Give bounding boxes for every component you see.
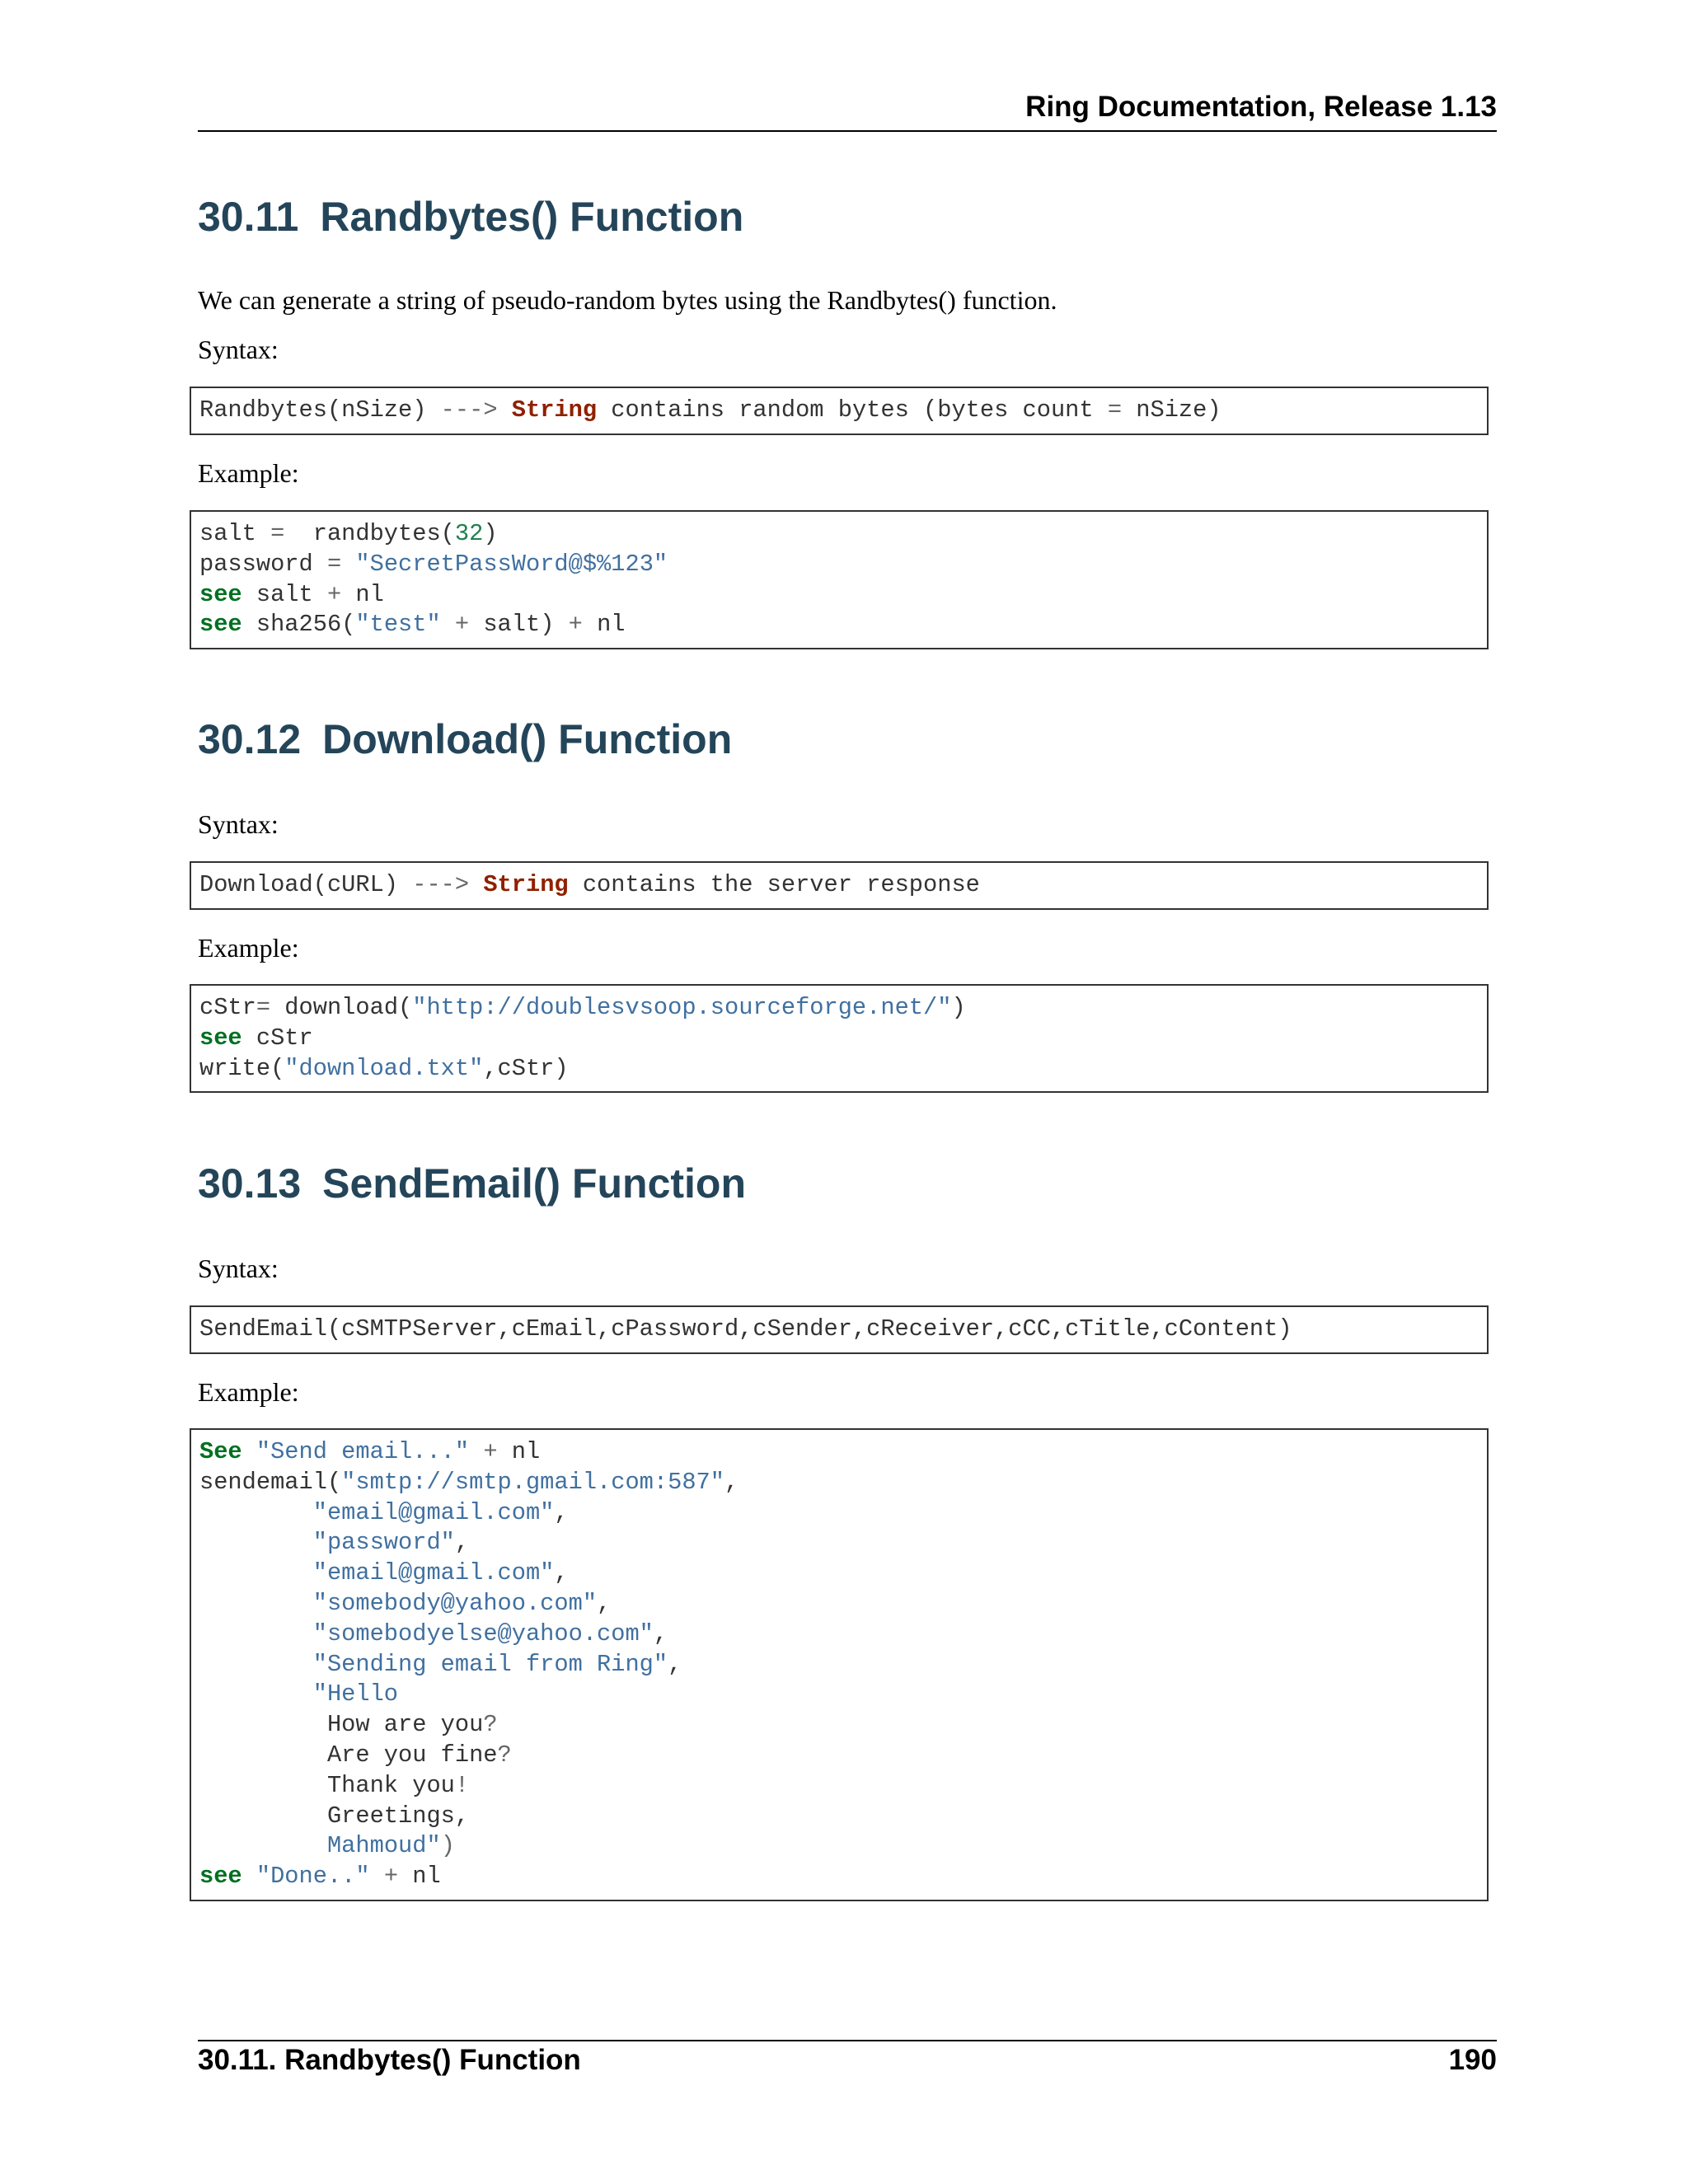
code-line <box>199 550 1479 580</box>
code-token <box>199 1620 313 1647</box>
string-token: "somebody@yahoo.com" <box>312 1589 598 1617</box>
code-token: randbytes( <box>284 520 455 547</box>
string-token: "email@gmail.com" <box>312 1559 555 1587</box>
number-token: 32 <box>454 520 484 547</box>
code-token <box>199 1832 327 1859</box>
section-title: Download() Function <box>322 716 733 762</box>
syntax-code-block <box>190 387 1489 435</box>
operator-token: = <box>1107 396 1123 424</box>
code-token: Are you fine <box>199 1741 498 1769</box>
code-token <box>199 1680 313 1708</box>
code-token: nl <box>497 1438 541 1465</box>
code-token: sendemail( <box>199 1468 342 1496</box>
code-token: , <box>724 1468 739 1496</box>
intro-paragraph: We can generate a string of pseudo-random bytes using the Randbytes() function. <box>198 285 1057 315</box>
section-heading-randbytes <box>198 193 743 241</box>
code-token: cStr <box>241 1024 313 1052</box>
code-line <box>199 1024 1479 1054</box>
section-number: 30.12 <box>198 716 302 762</box>
example-label: Example: <box>198 458 299 488</box>
page-number: 190 <box>1448 2044 1497 2076</box>
section-number: 30.11 <box>198 194 299 240</box>
syntax-label: Syntax: <box>198 1254 279 1283</box>
footer-section-title: 30.11. Randbytes() Function <box>198 2044 581 2076</box>
string-token: "Hello <box>312 1680 399 1708</box>
code-token <box>498 396 512 424</box>
example-label: Example: <box>198 1377 299 1407</box>
string-token: "download.txt" <box>284 1054 484 1082</box>
code-line <box>199 610 1479 640</box>
keyword-token: see <box>199 1863 242 1891</box>
code-token <box>469 1438 483 1465</box>
code-line <box>199 1528 1479 1558</box>
code-token: How are you <box>199 1711 484 1739</box>
type-token: String <box>483 871 569 898</box>
code-line <box>199 1862 1479 1892</box>
operator-token: + <box>326 580 342 608</box>
code-line <box>199 1498 1479 1529</box>
string-token: "Sending email from Ring" <box>312 1650 668 1678</box>
code-line <box>199 993 1479 1024</box>
example-code-block <box>190 510 1489 649</box>
operator-token: + <box>568 611 583 639</box>
code-line <box>199 1589 1479 1619</box>
code-line <box>199 1468 1479 1498</box>
code-token: sha256( <box>241 611 356 639</box>
code-token: salt) <box>469 611 569 639</box>
code-token: Greetings, <box>199 1802 470 1830</box>
code-token: nl <box>341 580 384 608</box>
section-number: 30.13 <box>198 1160 302 1207</box>
operator-token: ! <box>454 1771 470 1799</box>
string-token: "test" <box>355 611 441 639</box>
code-token <box>199 1499 313 1526</box>
type-token: String <box>511 396 598 424</box>
code-line <box>199 396 1479 426</box>
code-token: , <box>454 1529 470 1557</box>
example-code-block <box>190 984 1489 1093</box>
code-line <box>199 580 1479 611</box>
operator-token: = <box>270 520 285 547</box>
code-line <box>199 1650 1479 1680</box>
code-line <box>199 1831 1479 1862</box>
operator-token: + <box>383 1863 399 1891</box>
operator-token: ? <box>497 1741 512 1769</box>
code-token: , <box>653 1619 668 1647</box>
running-header: Ring Documentation, Release 1.13 <box>1025 91 1497 123</box>
code-token: ) <box>483 520 498 547</box>
operator-token: ? <box>483 1711 498 1739</box>
keyword-token: see <box>199 611 242 639</box>
syntax-code-block <box>190 861 1489 910</box>
syntax-code-block <box>190 1305 1489 1354</box>
code-token: SendEmail(cSMTPServer,cEmail,cPassword,cSender,cReceiver,cCC,cTitle,cContent) <box>199 1315 1292 1343</box>
example-code-block <box>190 1428 1489 1901</box>
string-token: "http://doublesvsoop.sourceforge.net/" <box>412 994 952 1021</box>
code-line <box>199 1802 1479 1832</box>
code-token: Thank you <box>199 1771 455 1799</box>
code-line <box>199 1054 1479 1085</box>
string-token: "Send email..." <box>256 1438 470 1465</box>
operator-token: ) <box>440 1832 455 1860</box>
code-token: nl <box>398 1863 441 1891</box>
keyword-token: see <box>199 580 242 608</box>
syntax-label: Syntax: <box>198 335 279 364</box>
code-token <box>199 1651 313 1678</box>
code-line <box>199 870 1479 901</box>
footer-rule <box>198 2040 1497 2041</box>
keyword-token: see <box>199 1024 242 1052</box>
code-token <box>341 551 355 578</box>
code-token <box>469 871 483 898</box>
code-line <box>199 1680 1479 1710</box>
code-line <box>199 1710 1479 1741</box>
string-token: "email@gmail.com" <box>312 1498 555 1526</box>
code-token: nSize) <box>1122 396 1221 424</box>
string-token: "password" <box>312 1529 455 1557</box>
header-rule <box>198 130 1497 132</box>
operator-token: ---> <box>412 871 470 898</box>
code-token: contains the server response <box>568 871 980 898</box>
code-token: password <box>199 550 327 578</box>
syntax-label: Syntax: <box>198 809 279 839</box>
code-token: salt <box>241 580 327 608</box>
code-token: ) <box>951 994 966 1021</box>
section-title: SendEmail() Function <box>322 1160 747 1207</box>
code-token <box>199 1559 313 1586</box>
code-token: salt <box>199 520 271 547</box>
code-token: cStr <box>199 994 256 1021</box>
string-token: "somebodyelse@yahoo.com" <box>312 1619 654 1647</box>
code-token: , <box>554 1498 569 1526</box>
operator-token: = <box>326 550 342 578</box>
string-token: "SecretPassWord@$%123" <box>355 550 668 578</box>
code-token: ,cStr) <box>483 1054 569 1082</box>
code-token: Download(cURL) <box>199 871 413 898</box>
code-token: download( <box>270 994 413 1021</box>
operator-token: + <box>483 1438 498 1465</box>
code-token <box>441 611 455 638</box>
code-token: Randbytes(nSize) <box>199 396 441 424</box>
code-token <box>242 1438 256 1465</box>
string-token: "smtp://smtp.gmail.com:587" <box>341 1468 724 1496</box>
operator-token: + <box>454 611 470 639</box>
section-heading-download <box>198 715 732 763</box>
keyword-token: See <box>199 1438 242 1465</box>
code-line <box>199 1619 1479 1650</box>
code-line <box>199 1437 1479 1468</box>
code-token <box>370 1863 384 1890</box>
code-token <box>242 1863 256 1890</box>
code-line <box>199 1741 1479 1771</box>
code-token <box>199 1529 313 1556</box>
code-token <box>199 1590 313 1617</box>
code-token: , <box>554 1559 569 1587</box>
code-line <box>199 1315 1479 1345</box>
code-token: , <box>597 1589 612 1617</box>
code-token: write( <box>199 1054 285 1082</box>
code-token: , <box>668 1650 682 1678</box>
operator-token: = <box>256 994 271 1021</box>
example-label: Example: <box>198 933 299 963</box>
code-line <box>199 1771 1479 1802</box>
section-heading-sendemail <box>198 1160 746 1207</box>
code-token: contains random bytes (bytes count <box>597 396 1108 424</box>
code-line <box>199 1558 1479 1589</box>
code-line <box>199 519 1479 550</box>
string-token: Mahmoud" <box>326 1832 441 1860</box>
operator-token: ---> <box>440 396 498 424</box>
code-token: nl <box>582 611 626 639</box>
section-title: Randbytes() Function <box>320 194 744 240</box>
string-token: "Done.." <box>256 1863 370 1891</box>
